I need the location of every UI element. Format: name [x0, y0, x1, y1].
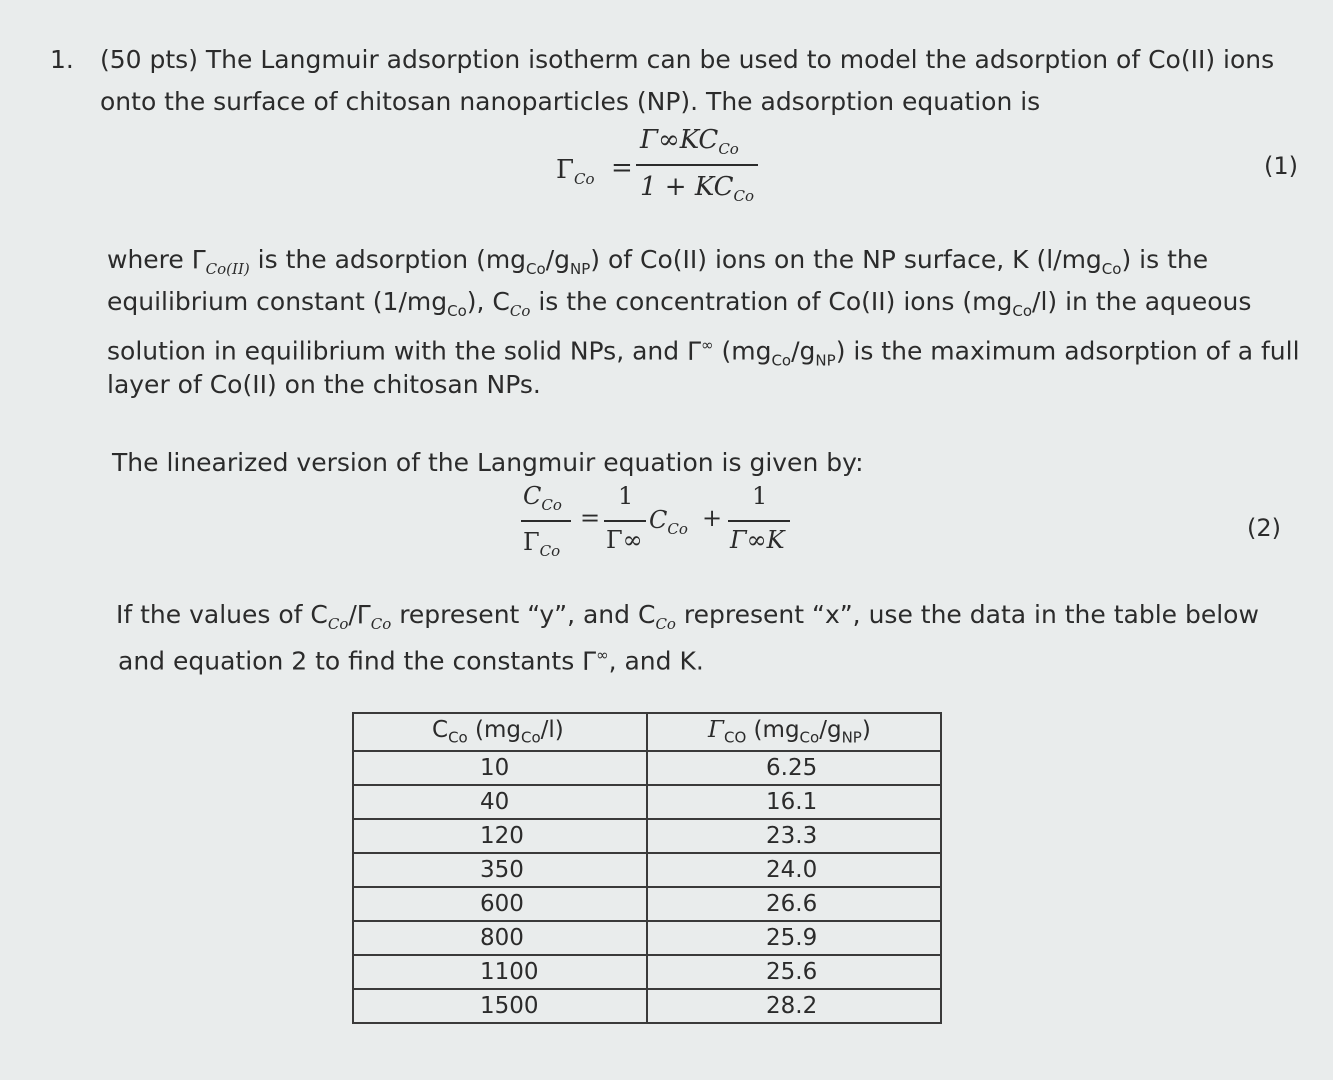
- table-row: [353, 751, 941, 785]
- table-row: [353, 921, 941, 955]
- equation-2-frac2-bar: [728, 520, 790, 522]
- equation-2-frac1-bar: [604, 520, 646, 522]
- equation-2-frac2-numerator: 1: [752, 482, 768, 510]
- problem-intro-line-2: onto the surface of chitosan nanoparticles (NP). The adsorption equation is: [100, 87, 1041, 116]
- linearized-intro: The linearized version of the Langmuir equation is given by:: [112, 448, 864, 477]
- equation-1-lhs: $\Gamma_{Co}$: [556, 155, 595, 188]
- problem-intro-line-1: (50 pts) The Langmuir adsorption isotherm can be used to model the adsorption of Co(II) ions: [100, 45, 1275, 74]
- adsorption-cell: 23.3: [766, 823, 818, 849]
- concentration-cell: 10: [480, 755, 510, 781]
- table-row: [353, 887, 941, 921]
- instruction-line-1: If the values of $C_{Co}/\Gamma_{Co}$ represent “y”, and $C_{Co}$ represent “x”, use the data in the table below: [116, 600, 1259, 633]
- equation-2-lhs-bar: [521, 520, 571, 522]
- instruction-line-2: and equation 2 to find the constants Γ∞, and K.: [118, 646, 704, 676]
- table-header-row: [353, 713, 941, 751]
- table-row: [353, 955, 941, 989]
- equation-2-number: (2): [1247, 514, 1281, 542]
- problem-number: 1.: [50, 45, 74, 74]
- concentration-cell: 600: [480, 891, 524, 917]
- concentration-cell: 1500: [480, 993, 539, 1019]
- concentration-cell: 1100: [480, 959, 539, 985]
- concentration-cell: 800: [480, 925, 524, 951]
- equation-1-denominator: $1 + KC_{Co}$: [640, 172, 754, 205]
- adsorption-cell: 24.0: [766, 857, 818, 883]
- equation-1-number: (1): [1264, 152, 1298, 180]
- equation-2-term: $C_{Co}$: [649, 506, 688, 538]
- adsorption-cell: 6.25: [766, 755, 818, 781]
- equation-2-plus: +: [702, 504, 723, 532]
- equation-1-numerator: $\Gamma\infty KC_{Co}$: [640, 125, 739, 158]
- table-row: [353, 853, 941, 887]
- table-row: [353, 989, 941, 1023]
- adsorption-cell: 16.1: [766, 789, 818, 815]
- table-row: [353, 819, 941, 853]
- equation-1-equals: =: [611, 153, 633, 183]
- equation-2-lhs-denominator: $\Gamma_{Co}$: [523, 528, 561, 560]
- description-line-4: layer of Co(II) on the chitosan NPs.: [107, 370, 541, 399]
- data-table: [352, 712, 942, 1024]
- adsorption-cell: 28.2: [766, 993, 818, 1019]
- equation-1-fraction-bar: [636, 164, 758, 166]
- adsorption-cell: 26.6: [766, 891, 818, 917]
- description-line-1: where $\Gamma_{Co(II)}$ is the adsorption $(mg_{Co}/g_{NP})$ of Co(II) ions on the NP surface, K $(l/mg_{Co})$ is the: [107, 245, 1209, 278]
- concentration-cell: 350: [480, 857, 524, 883]
- equation-2-frac2-denominator: Γ∞K: [730, 526, 785, 554]
- adsorption-cell: 25.6: [766, 959, 818, 985]
- column-header-adsorption: $\Gamma_{CO}$ $(mg_{Co}/g_{NP})$: [647, 713, 941, 751]
- concentration-cell: 40: [480, 789, 510, 815]
- table-row: [353, 785, 941, 819]
- description-line-2: equilibrium constant $(1/mg_{Co})$, $C_{Co}$ is the concentration of Co(II) ions $(mg_{Co}/l)$ in the aqueous: [107, 287, 1252, 320]
- equation-2-lhs-numerator: $C_{Co}$: [523, 482, 562, 514]
- equation-2-frac1-denominator: Γ∞: [606, 526, 643, 554]
- adsorption-cell: 25.9: [766, 925, 818, 951]
- equation-2-frac1-numerator: 1: [618, 482, 634, 510]
- description-line-3: solution in equilibrium with the solid NPs, and Γ∞ $(mg_{Co}/g_{NP})$ is the maximum adsorption of a full: [107, 336, 1300, 370]
- column-header-concentration: $C_{Co}$ $(mg_{Co}/l)$: [353, 713, 647, 751]
- equation-2-equals: =: [580, 504, 601, 532]
- concentration-cell: 120: [480, 823, 524, 849]
